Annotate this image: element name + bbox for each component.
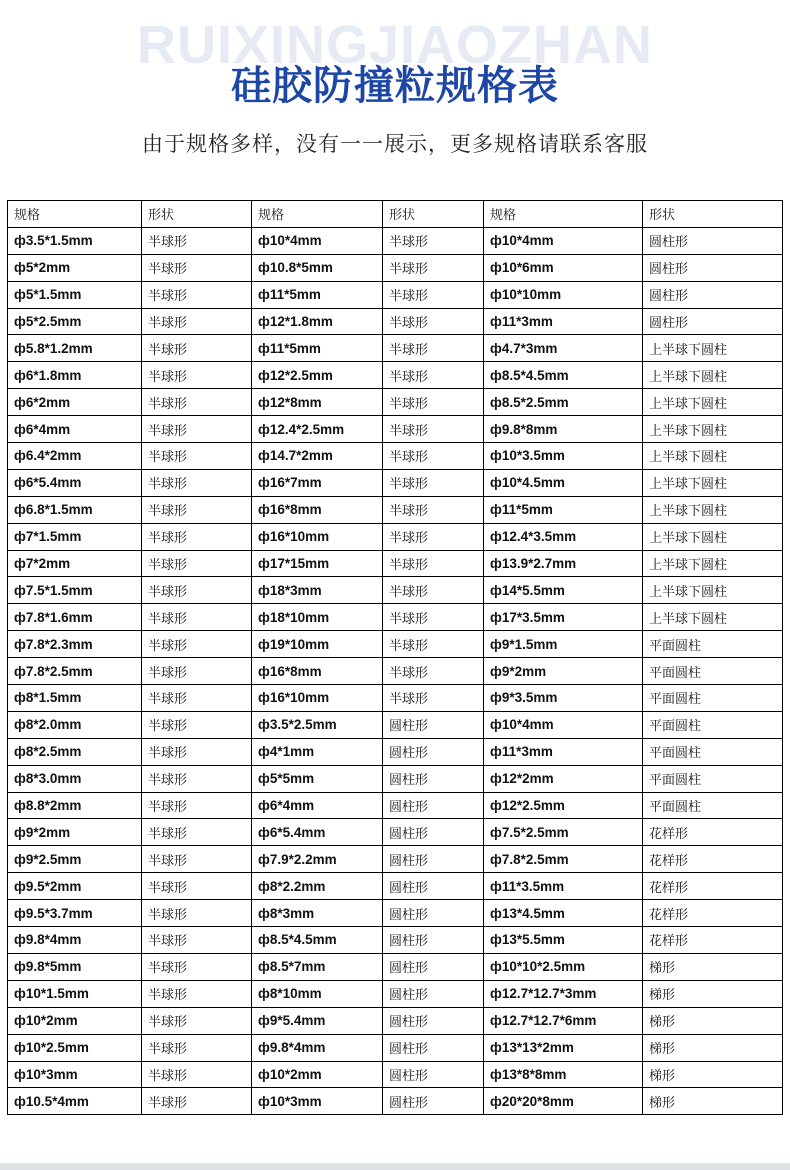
spec-cell: ф7.5*1.5mm	[8, 577, 142, 604]
shape-cell: 半球形	[383, 443, 484, 470]
header-spec-2: 规格	[252, 201, 383, 228]
shape-cell: 半球形	[142, 281, 252, 308]
spec-cell: ф8.5*4.5mm	[252, 927, 383, 954]
spec-cell: ф3.5*2.5mm	[252, 711, 383, 738]
shape-cell: 圆柱形	[383, 1061, 484, 1088]
spec-cell: ф10.5*4mm	[8, 1088, 142, 1115]
spec-cell: ф6*4mm	[252, 792, 383, 819]
shape-cell: 花样形	[643, 900, 783, 927]
shape-cell: 上半球下圆柱	[643, 550, 783, 577]
table-row	[8, 927, 783, 954]
spec-cell: ф4*1mm	[252, 738, 383, 765]
background-watermark-text: RUIXINGJIAOZHAN	[136, 18, 654, 72]
shape-cell: 上半球下圆柱	[643, 604, 783, 631]
shape-cell: 平面圆柱	[643, 631, 783, 658]
spec-cell: ф8*2.0mm	[8, 711, 142, 738]
spec-cell: ф12*2.5mm	[484, 792, 643, 819]
table-row	[8, 416, 783, 443]
spec-cell: ф3.5*1.5mm	[8, 227, 142, 254]
spec-cell: ф10*10*2.5mm	[484, 953, 643, 980]
spec-cell: ф8.5*4.5mm	[484, 362, 643, 389]
table-row	[8, 631, 783, 658]
shape-cell: 半球形	[383, 227, 484, 254]
spec-cell: ф10*4.5mm	[484, 469, 643, 496]
spec-cell: ф6.4*2mm	[8, 443, 142, 470]
spec-cell: ф6*5.4mm	[252, 819, 383, 846]
spec-cell: ф6*2mm	[8, 389, 142, 416]
spec-cell: ф10*3mm	[8, 1061, 142, 1088]
shape-cell: 半球形	[142, 1061, 252, 1088]
spec-cell: ф8.5*2.5mm	[484, 389, 643, 416]
shape-cell: 半球形	[383, 631, 484, 658]
spec-cell: ф8.5*7mm	[252, 953, 383, 980]
table-row	[8, 389, 783, 416]
spec-cell: ф12.4*3.5mm	[484, 523, 643, 550]
table-row	[8, 792, 783, 819]
shape-cell: 上半球下圆柱	[643, 362, 783, 389]
table-row	[8, 846, 783, 873]
table-body	[8, 227, 783, 1114]
table-header-row	[8, 201, 783, 228]
spec-cell: ф16*10mm	[252, 685, 383, 712]
shape-cell: 半球形	[142, 1088, 252, 1115]
shape-cell: 半球形	[142, 1034, 252, 1061]
spec-cell: ф17*3.5mm	[484, 604, 643, 631]
spec-cell: ф10.8*5mm	[252, 254, 383, 281]
header-spec-1: 规格	[8, 201, 142, 228]
spec-cell: ф11*5mm	[252, 281, 383, 308]
shape-cell: 半球形	[383, 469, 484, 496]
shape-cell: 半球形	[142, 416, 252, 443]
spec-cell: ф16*10mm	[252, 523, 383, 550]
shape-cell: 半球形	[142, 254, 252, 281]
table-row	[8, 658, 783, 685]
spec-cell: ф8*1.5mm	[8, 685, 142, 712]
spec-cell: ф10*6mm	[484, 254, 643, 281]
shape-cell: 半球形	[142, 711, 252, 738]
shape-cell: 半球形	[142, 631, 252, 658]
shape-cell: 半球形	[142, 819, 252, 846]
shape-cell: 半球形	[142, 738, 252, 765]
table-row	[8, 1007, 783, 1034]
table-row	[8, 577, 783, 604]
shape-cell: 圆柱形	[643, 254, 783, 281]
shape-cell: 半球形	[383, 523, 484, 550]
spec-cell: ф6*4mm	[8, 416, 142, 443]
header-spec-3: 规格	[484, 201, 643, 228]
table-row	[8, 953, 783, 980]
spec-cell: ф8*10mm	[252, 980, 383, 1007]
shape-cell: 上半球下圆柱	[643, 469, 783, 496]
shape-cell: 平面圆柱	[643, 792, 783, 819]
shape-cell: 梯形	[643, 1088, 783, 1115]
spec-cell: ф7.9*2.2mm	[252, 846, 383, 873]
spec-cell: ф14*5.5mm	[484, 577, 643, 604]
spec-cell: ф10*2.5mm	[8, 1034, 142, 1061]
spec-cell: ф11*3.5mm	[484, 873, 643, 900]
spec-cell: ф17*15mm	[252, 550, 383, 577]
spec-cell: ф13*5.5mm	[484, 927, 643, 954]
spec-cell: ф7*2mm	[8, 550, 142, 577]
spec-cell: ф8*2.5mm	[8, 738, 142, 765]
table-row	[8, 308, 783, 335]
spec-cell: ф11*5mm	[484, 496, 643, 523]
table-row	[8, 711, 783, 738]
table-row	[8, 765, 783, 792]
shape-cell: 半球形	[383, 389, 484, 416]
table-row	[8, 496, 783, 523]
spec-cell: ф13.9*2.7mm	[484, 550, 643, 577]
shape-cell: 半球形	[142, 604, 252, 631]
bottom-strip	[0, 1163, 790, 1170]
spec-cell: ф7.8*2.5mm	[484, 846, 643, 873]
spec-cell: ф10*2mm	[252, 1061, 383, 1088]
shape-cell: 半球形	[383, 308, 484, 335]
shape-cell: 圆柱形	[383, 927, 484, 954]
spec-cell: ф7*1.5mm	[8, 523, 142, 550]
spec-cell: ф5*2mm	[8, 254, 142, 281]
shape-cell: 半球形	[142, 335, 252, 362]
table-row	[8, 362, 783, 389]
spec-cell: ф5.8*1.2mm	[8, 335, 142, 362]
spec-cell: ф9.8*4mm	[252, 1034, 383, 1061]
shape-cell: 半球形	[142, 900, 252, 927]
shape-cell: 半球形	[383, 335, 484, 362]
shape-cell: 半球形	[142, 308, 252, 335]
table-row	[8, 550, 783, 577]
spec-cell: ф12*1.8mm	[252, 308, 383, 335]
spec-cell: ф6*5.4mm	[8, 469, 142, 496]
spec-cell: ф12*2mm	[484, 765, 643, 792]
spec-cell: ф7.8*2.3mm	[8, 631, 142, 658]
shape-cell: 圆柱形	[383, 765, 484, 792]
spec-cell: ф9*3.5mm	[484, 685, 643, 712]
shape-cell: 半球形	[383, 604, 484, 631]
header-shape-1: 形状	[142, 201, 252, 228]
spec-cell: ф10*2mm	[8, 1007, 142, 1034]
spec-cell: ф10*3.5mm	[484, 443, 643, 470]
shape-cell: 梯形	[643, 1061, 783, 1088]
shape-cell: 上半球下圆柱	[643, 577, 783, 604]
spec-cell: ф16*7mm	[252, 469, 383, 496]
shape-cell: 圆柱形	[383, 900, 484, 927]
shape-cell: 梯形	[643, 1034, 783, 1061]
shape-cell: 半球形	[142, 227, 252, 254]
spec-cell: ф10*1.5mm	[8, 980, 142, 1007]
shape-cell: 半球形	[383, 416, 484, 443]
spec-cell: ф10*3mm	[252, 1088, 383, 1115]
spec-cell: ф18*10mm	[252, 604, 383, 631]
shape-cell: 半球形	[383, 685, 484, 712]
spec-cell: ф13*13*2mm	[484, 1034, 643, 1061]
shape-cell: 半球形	[142, 792, 252, 819]
spec-cell: ф9.5*3.7mm	[8, 900, 142, 927]
shape-cell: 半球形	[142, 577, 252, 604]
shape-cell: 半球形	[142, 550, 252, 577]
spec-cell: ф6*1.8mm	[8, 362, 142, 389]
shape-cell: 花样形	[643, 873, 783, 900]
shape-cell: 半球形	[142, 496, 252, 523]
shape-cell: 半球形	[383, 362, 484, 389]
shape-cell: 半球形	[142, 953, 252, 980]
table-row	[8, 335, 783, 362]
shape-cell: 半球形	[142, 389, 252, 416]
spec-cell: ф7.8*2.5mm	[8, 658, 142, 685]
page-title: 硅胶防撞粒规格表	[231, 63, 559, 109]
table-row	[8, 523, 783, 550]
shape-cell: 上半球下圆柱	[643, 335, 783, 362]
spec-cell: ф4.7*3mm	[484, 335, 643, 362]
table-row	[8, 281, 783, 308]
table-row	[8, 873, 783, 900]
shape-cell: 半球形	[142, 1007, 252, 1034]
shape-cell: 半球形	[142, 980, 252, 1007]
table-row	[8, 469, 783, 496]
spec-cell: ф11*3mm	[484, 738, 643, 765]
shape-cell: 花样形	[643, 846, 783, 873]
shape-cell: 圆柱形	[383, 846, 484, 873]
shape-cell: 半球形	[383, 550, 484, 577]
spec-cell: ф8.8*2mm	[8, 792, 142, 819]
shape-cell: 半球形	[383, 658, 484, 685]
shape-cell: 半球形	[142, 443, 252, 470]
table-row	[8, 1088, 783, 1115]
shape-cell: 花样形	[643, 927, 783, 954]
spec-cell: ф9.8*4mm	[8, 927, 142, 954]
spec-cell: ф10*4mm	[252, 227, 383, 254]
spec-cell: ф8*3.0mm	[8, 765, 142, 792]
spec-cell: ф12.7*12.7*6mm	[484, 1007, 643, 1034]
spec-cell: ф10*4mm	[484, 711, 643, 738]
spec-cell: ф12.7*12.7*3mm	[484, 980, 643, 1007]
spec-cell: ф10*10mm	[484, 281, 643, 308]
header-shape-3: 形状	[643, 201, 783, 228]
spec-cell: ф9*5.4mm	[252, 1007, 383, 1034]
spec-cell: ф13*4.5mm	[484, 900, 643, 927]
shape-cell: 圆柱形	[383, 819, 484, 846]
shape-cell: 上半球下圆柱	[643, 443, 783, 470]
shape-cell: 半球形	[142, 362, 252, 389]
spec-cell: ф9*2mm	[8, 819, 142, 846]
shape-cell: 上半球下圆柱	[643, 416, 783, 443]
shape-cell: 平面圆柱	[643, 738, 783, 765]
shape-cell: 圆柱形	[643, 281, 783, 308]
shape-cell: 花样形	[643, 819, 783, 846]
header-shape-2: 形状	[383, 201, 484, 228]
spec-cell: ф13*8*8mm	[484, 1061, 643, 1088]
spec-table	[7, 200, 783, 1115]
spec-cell: ф6.8*1.5mm	[8, 496, 142, 523]
shape-cell: 圆柱形	[383, 953, 484, 980]
table-row	[8, 604, 783, 631]
spec-cell: ф16*8mm	[252, 658, 383, 685]
shape-cell: 平面圆柱	[643, 685, 783, 712]
spec-cell: ф12*2.5mm	[252, 362, 383, 389]
shape-cell: 上半球下圆柱	[643, 389, 783, 416]
table-row	[8, 900, 783, 927]
shape-cell: 圆柱形	[383, 1034, 484, 1061]
shape-cell: 半球形	[142, 927, 252, 954]
spec-cell: ф8*2.2mm	[252, 873, 383, 900]
spec-cell: ф7.8*1.6mm	[8, 604, 142, 631]
shape-cell: 梯形	[643, 1007, 783, 1034]
shape-cell: 圆柱形	[643, 227, 783, 254]
shape-cell: 半球形	[142, 685, 252, 712]
spec-cell: ф9*2.5mm	[8, 846, 142, 873]
shape-cell: 上半球下圆柱	[643, 523, 783, 550]
shape-cell: 半球形	[142, 469, 252, 496]
page-subtitle: 由于规格多样，没有一一展示，更多规格请联系客服	[142, 132, 648, 156]
spec-cell: ф10*4mm	[484, 227, 643, 254]
shape-cell: 平面圆柱	[643, 711, 783, 738]
spec-cell: ф12.4*2.5mm	[252, 416, 383, 443]
spec-cell: ф8*3mm	[252, 900, 383, 927]
spec-cell: ф7.5*2.5mm	[484, 819, 643, 846]
table-row	[8, 254, 783, 281]
table-row	[8, 227, 783, 254]
table-row	[8, 819, 783, 846]
shape-cell: 半球形	[142, 765, 252, 792]
shape-cell: 半球形	[142, 523, 252, 550]
table-row	[8, 738, 783, 765]
shape-cell: 圆柱形	[383, 738, 484, 765]
spec-cell: ф9.5*2mm	[8, 873, 142, 900]
spec-cell: ф11*5mm	[252, 335, 383, 362]
spec-cell: ф18*3mm	[252, 577, 383, 604]
table-row	[8, 1061, 783, 1088]
spec-cell: ф14.7*2mm	[252, 443, 383, 470]
shape-cell: 圆柱形	[383, 711, 484, 738]
spec-cell: ф5*2.5mm	[8, 308, 142, 335]
shape-cell: 圆柱形	[383, 873, 484, 900]
spec-cell: ф11*3mm	[484, 308, 643, 335]
shape-cell: 平面圆柱	[643, 658, 783, 685]
shape-cell: 梯形	[643, 980, 783, 1007]
table-row	[8, 443, 783, 470]
spec-cell: ф12*8mm	[252, 389, 383, 416]
shape-cell: 圆柱形	[383, 792, 484, 819]
shape-cell: 圆柱形	[383, 980, 484, 1007]
shape-cell: 半球形	[383, 281, 484, 308]
table-row	[8, 685, 783, 712]
shape-cell: 半球形	[142, 658, 252, 685]
shape-cell: 半球形	[142, 846, 252, 873]
shape-cell: 半球形	[383, 496, 484, 523]
spec-cell: ф19*10mm	[252, 631, 383, 658]
shape-cell: 圆柱形	[383, 1007, 484, 1034]
spec-cell: ф5*5mm	[252, 765, 383, 792]
shape-cell: 平面圆柱	[643, 765, 783, 792]
shape-cell: 圆柱形	[643, 308, 783, 335]
spec-cell: ф9.8*8mm	[484, 416, 643, 443]
shape-cell: 半球形	[142, 873, 252, 900]
spec-cell: ф9*1.5mm	[484, 631, 643, 658]
spec-cell: ф5*1.5mm	[8, 281, 142, 308]
spec-cell: ф16*8mm	[252, 496, 383, 523]
shape-cell: 半球形	[383, 254, 484, 281]
table-row	[8, 980, 783, 1007]
shape-cell: 梯形	[643, 953, 783, 980]
spec-cell: ф9.8*5mm	[8, 953, 142, 980]
shape-cell: 圆柱形	[383, 1088, 484, 1115]
shape-cell: 上半球下圆柱	[643, 496, 783, 523]
spec-cell: ф9*2mm	[484, 658, 643, 685]
table-row	[8, 1034, 783, 1061]
spec-cell: ф20*20*8mm	[484, 1088, 643, 1115]
shape-cell: 半球形	[383, 577, 484, 604]
